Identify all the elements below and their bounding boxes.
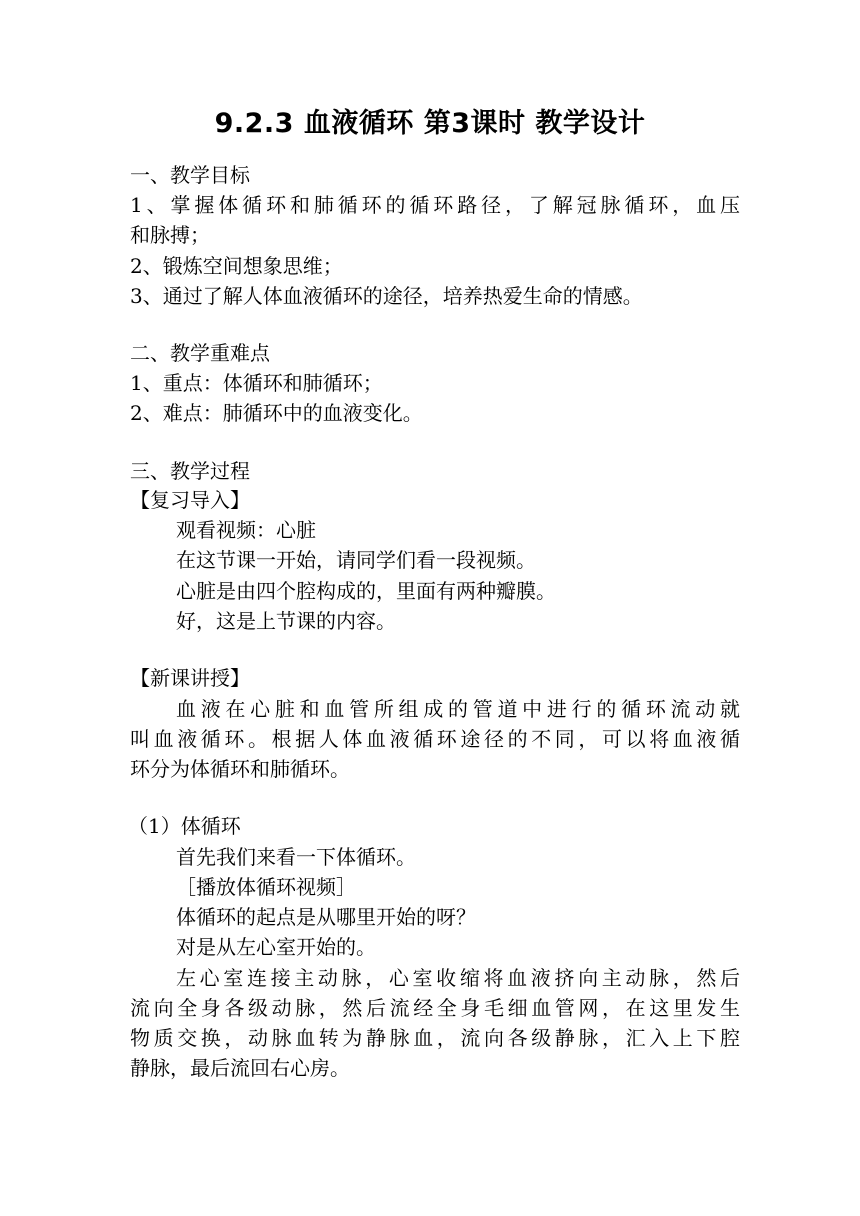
paragraph-line: 环分为体循环和肺循环。 [130,757,350,781]
paragraph-line: 流向全身各级动脉，然后流经全身毛细血管网，在这里发生 [130,996,740,1020]
objective-3: 3、通过了解人体血液循环的途径，培养热爱生命的情感。 [130,284,643,308]
subheading-review: 【复习导入】 [130,488,250,512]
paragraph-line: 对是从左心室开始的。 [176,935,376,959]
paragraph-line: ［播放体循环视频］ [176,875,356,899]
paragraph-line: 在这节课一开始，请同学们看一段视频。 [176,548,536,572]
objective-1-line-2: 和脉搏； [130,223,210,247]
paragraph-line: 心脏是由四个腔构成的，里面有两种瓣膜。 [176,579,556,603]
paragraph-line: 好，这是上节课的内容。 [176,609,396,633]
paragraph-line: 左心室连接主动脉，心室收缩将血液挤向主动脉，然后 [176,966,740,990]
paragraph-line: 体循环的起点是从哪里开始的呀？ [176,905,476,929]
subheading-new-lesson: 【新课讲授】 [130,666,250,690]
paragraph-line: 血液在心脏和血管所组成的管道中进行的循环流动就 [176,697,740,721]
section-heading-process: 三、教学过程 [130,459,250,483]
key-point-1: 1、重点：体循环和肺循环； [130,371,383,395]
paragraph-line: 物质交换，动脉血转为静脉血，流向各级静脉，汇入上下腔 [130,1026,740,1050]
section-heading-key-points: 二、教学重难点 [130,341,270,365]
objective-2: 2、锻炼空间想象思维； [130,254,343,278]
subheading-systemic-circulation: （1）体循环 [128,814,241,838]
section-heading-objectives: 一、教学目标 [130,163,250,187]
document-title: 9.2.3 血液循环 第3课时 教学设计 [214,108,646,139]
objective-1-line-1: 1、掌握体循环和肺循环的循环路径，了解冠脉循环，血压 [130,193,740,217]
paragraph-line: 首先我们来看一下体循环。 [176,845,416,869]
key-point-2: 2、难点：肺循环中的血液变化。 [130,401,423,425]
paragraph-line: 观看视频：心脏 [176,518,316,542]
paragraph-line: 静脉，最后流回右心房。 [130,1056,350,1080]
paragraph-line: 叫血液循环。根据人体血液循环途径的不同，可以将血液循 [130,727,740,751]
